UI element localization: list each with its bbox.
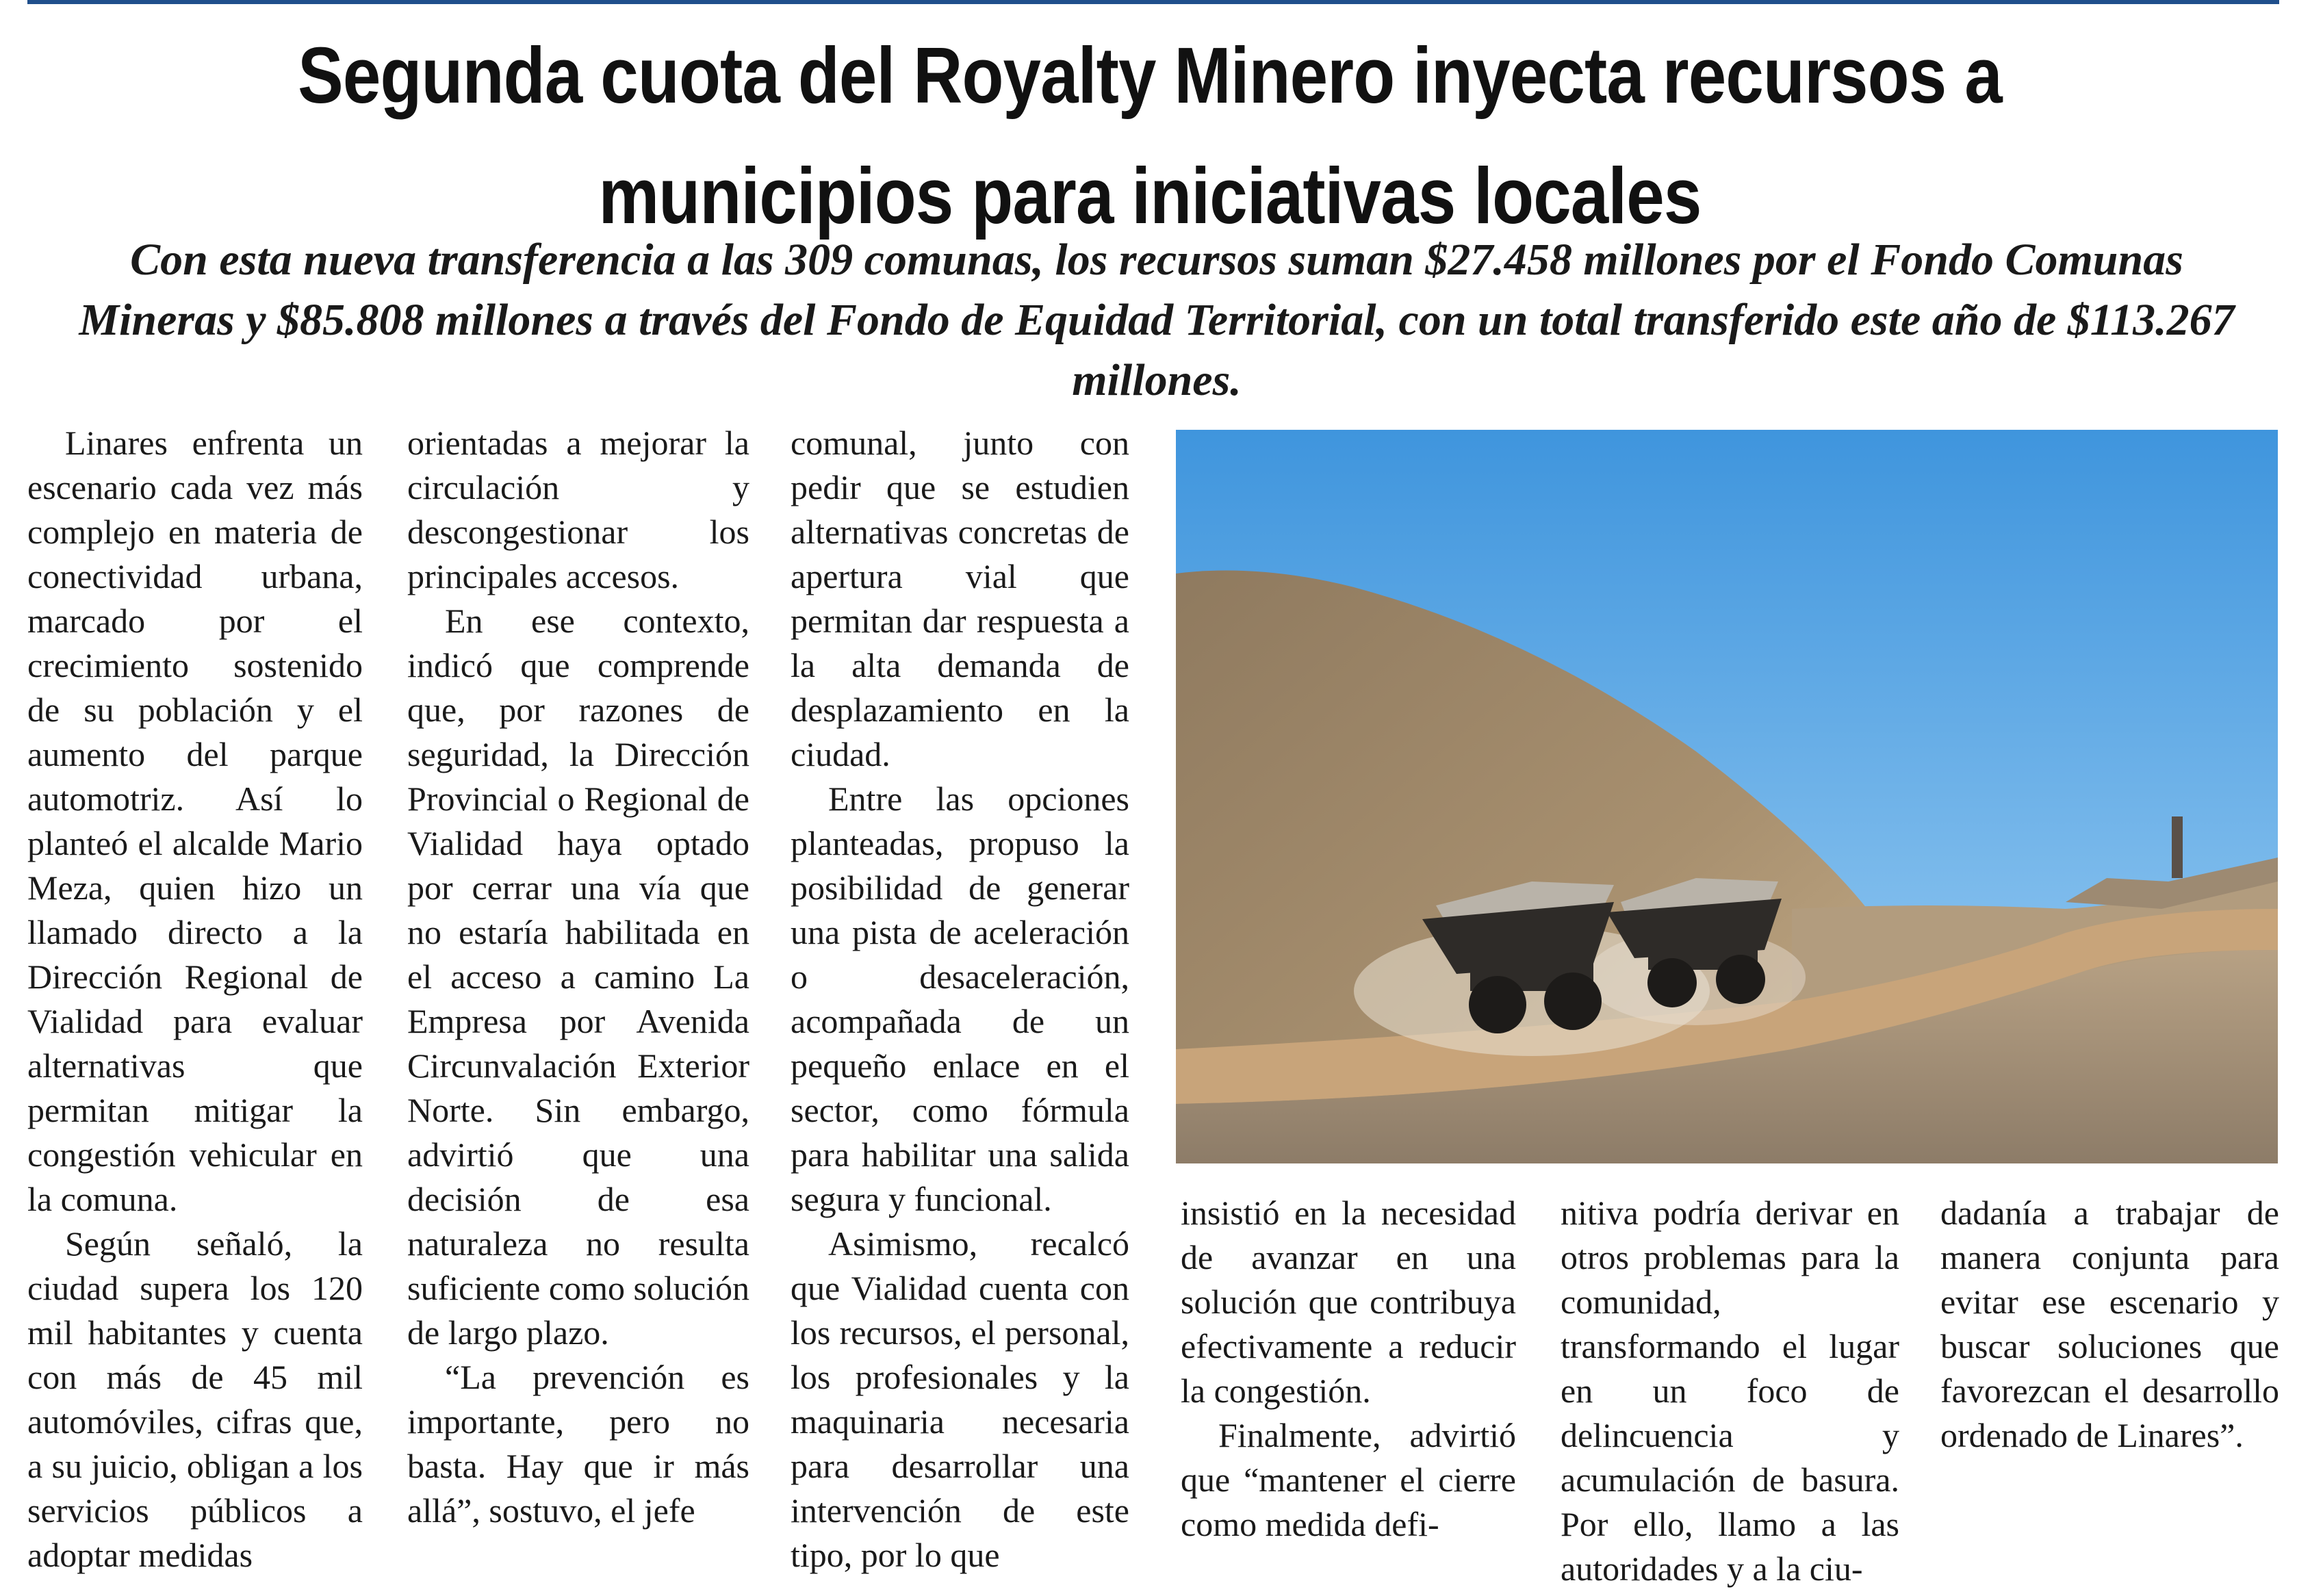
paragraph: Asimismo, recalcó que Vialidad cuenta con los recursos, el personal, los profesionales y la maquinaria necesaria para desarrollar una intervención de este tipo, por lo que xyxy=(791,1224,1129,1574)
paragraph: Entre las opciones planteadas, propuso la posibilidad de generar una pista de aceleración o desaceleración, acompañada de un pequeño enlace en el sector, como fórmula para habilitar una salida segura y funcional. xyxy=(791,780,1129,1218)
paragraph: dadanía a trabajar de manera conjunta para evitar ese escenario y buscar soluciones que favorezcan el desarrollo ordenado de Linares”. xyxy=(1940,1194,2279,1454)
paragraph: En ese contexto, indicó que comprende que, por razones de seguridad, la Dirección Provincial o Regional de Vialidad haya optado por cerrar una vía que no estaría habilitada en el acceso a camino La Empresa por Avenida Circunvalación Exterior Norte. Sin embargo, advirtió que una decisión de esa naturaleza no resulta suficiente como solución de largo plazo. xyxy=(407,602,749,1352)
article-column-3 xyxy=(791,421,1129,1578)
paragraph: Finalmente, advirtió que “mantener el cierre como medida defi- xyxy=(1181,1416,1516,1543)
tower xyxy=(2172,816,2183,878)
paragraph: Según señaló, la ciudad supera los 120 mil habitantes y cuenta con más de 45 mil automóviles, cifras que, a su juicio, obligan a los servicios públicos a adoptar medidas xyxy=(27,1224,363,1574)
article-column-5 xyxy=(1561,1191,1899,1591)
subheadline: Con esta nueva transferencia a las 309 comunas, los recursos suman $27.458 millones por el Fondo Comunas Mineras y $85.808 millones a través del Fondo de Equidad Territorial, con un total transferido este año de $113.267 millones. xyxy=(79,235,2235,405)
paragraph: orientadas a mejorar la circulación y descongestionar los principales accesos. xyxy=(407,424,749,595)
article-photo xyxy=(1176,430,2278,1163)
paragraph: nitiva podría derivar en otros problemas para la comunidad, transformando el lugar en un foco de delincuencia y acumulación de basura. Por ello, llamo a las autoridades y a la ciu- xyxy=(1561,1194,1899,1588)
paragraph: insistió en la necesidad de avanzar en una solución que contribuya efectivamente a reducir la congestión. xyxy=(1181,1194,1516,1410)
paragraph: “La prevención es importante, pero no basta. Hay que ir más allá”, sostuvo, el jefe xyxy=(407,1358,749,1530)
headline: Segunda cuota del Royalty Minero inyecta recursos a municipios para iniciativas locales xyxy=(298,31,2002,240)
article-column-6 xyxy=(1940,1191,2279,1458)
mining-trucks-image xyxy=(1176,430,2278,1163)
paragraph: Linares enfrenta un escenario cada vez más complejo en materia de conectividad urbana, marcado por el crecimiento sostenido de su población y el aumento del parque automotriz. Así lo planteó el alcalde Mario Meza, quien hizo un llamado directo a la Dirección Regional de Vialidad para evaluar alternativas que permitan mitigar la congestión vehicular en la comuna. xyxy=(27,424,363,1218)
article-column-2 xyxy=(407,421,749,1533)
article-column-1 xyxy=(27,421,363,1578)
top-rule xyxy=(27,0,2279,4)
paragraph: comunal, junto con pedir que se estudien alternativas concretas de apertura vial que permitan dar respuesta a la alta demanda de desplazamiento en la ciudad. xyxy=(791,424,1129,773)
article-column-4 xyxy=(1181,1191,1516,1547)
